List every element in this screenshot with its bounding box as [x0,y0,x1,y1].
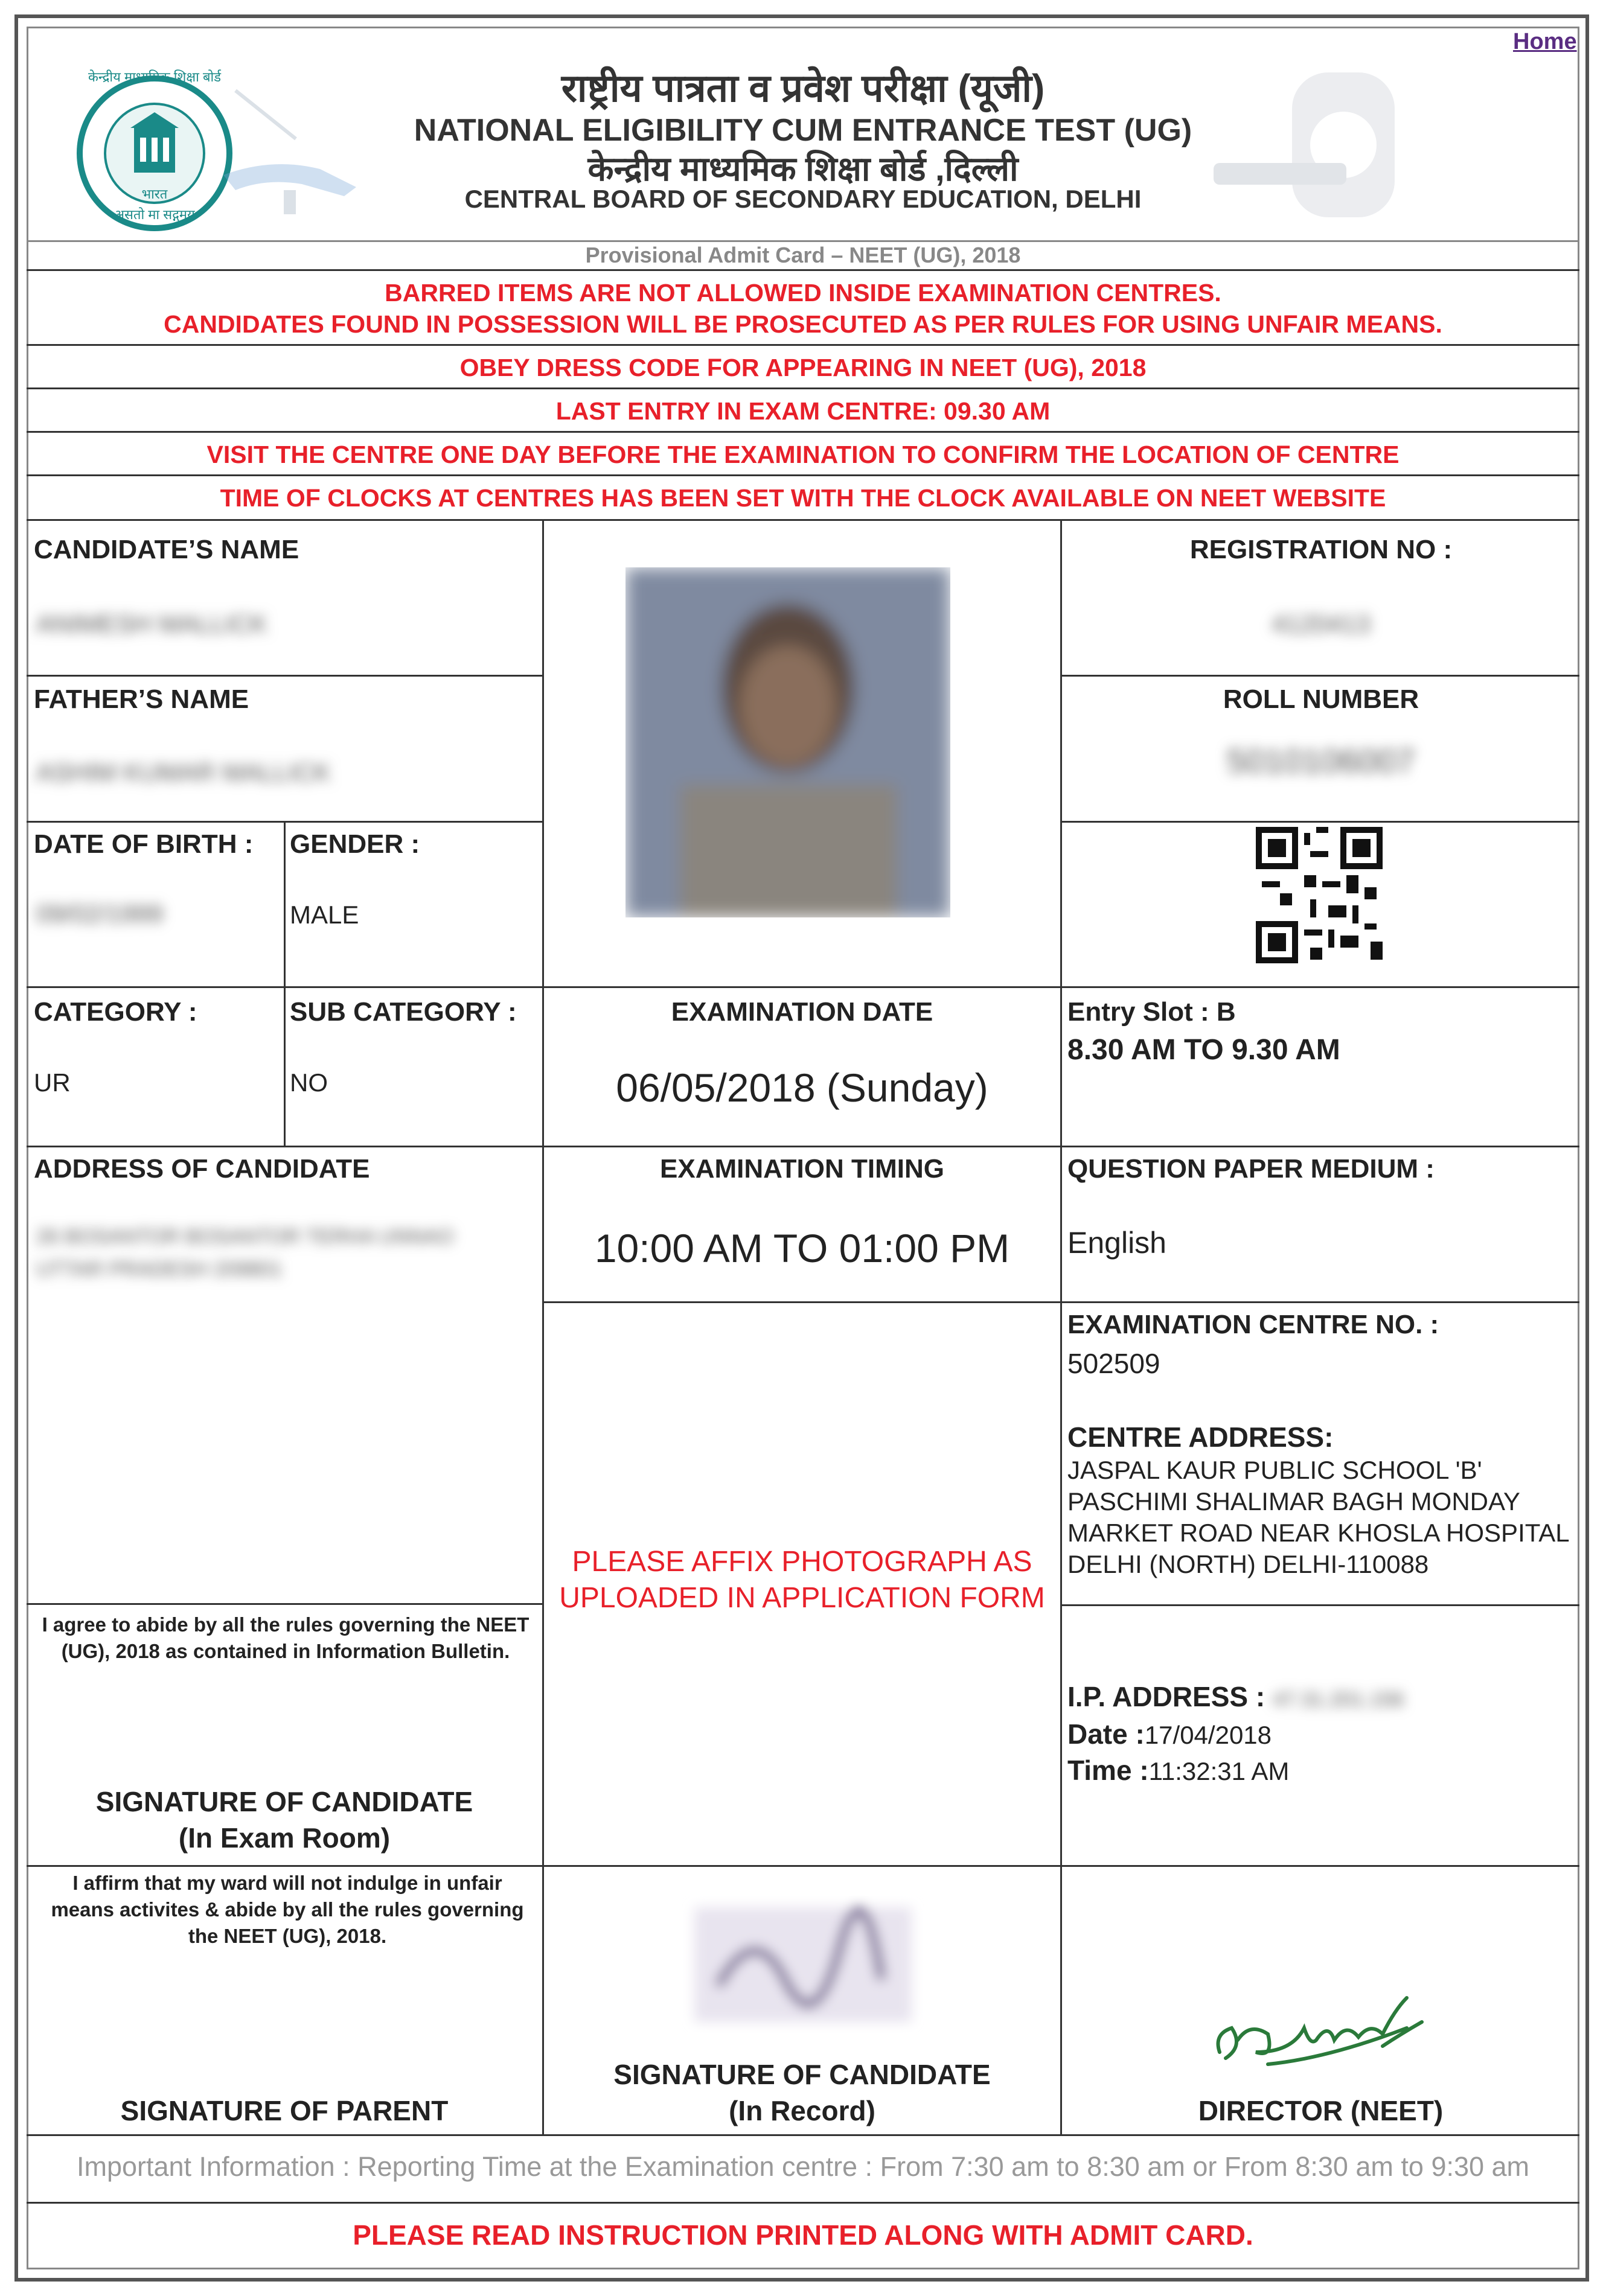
entry-time: 8.30 AM TO 9.30 AM [1067,1034,1340,1066]
divider [27,269,1579,271]
divider [27,2202,1579,2204]
exam-date-value: 06/05/2018 (Sunday) [616,1065,988,1110]
affix-photo-line-1: PLEASE AFFIX PHOTOGRAPH AS [572,1546,1032,1578]
category-value: UR [34,1068,71,1097]
notice-barred-items: BARRED ITEMS ARE NOT ALLOWED INSIDE EXAMINATION CENTRES. [385,279,1221,307]
candidate-photo [625,567,950,917]
divider [27,821,544,823]
candidate-exam-signature-sub: (In Exam Room) [178,1822,391,1854]
centre-address-line: PASCHIMI SHALIMAR BAGH MONDAY [1067,1487,1520,1516]
centre-no-label: EXAMINATION CENTRE NO. : [1067,1310,1439,1339]
address-line-1: 26 BOSANTOR BOSANTOR TERHA UNNAO [36,1225,454,1248]
centre-address-line: DELHI (NORTH) DELHI-110088 [1067,1550,1429,1578]
address-line-2: UTTAR PRADESH 209801 [36,1258,283,1281]
gender-value: MALE [290,901,359,929]
candidate-signature-image [682,1895,924,2034]
roll-number-value: 5010106007 [1227,742,1415,780]
divider [27,519,1579,521]
centre-address-line: MARKET ROAD NEAR KHOSLA HOSPITAL [1067,1519,1570,1547]
category-label: CATEGORY : [34,997,197,1027]
father-name-label: FATHER’S NAME [34,684,249,714]
divider [1060,1604,1579,1606]
header-board-hindi: केन्द्रीय माध्यमिक शिक्षा बोर्ड ,दिल्ली [587,150,1019,188]
exam-timing-value: 10:00 AM TO 01:00 PM [594,1226,1010,1271]
header-title-hindi: राष्ट्रीय पात्रता व प्रवेश परीक्षा (यूजी) [561,66,1045,110]
address-label: ADDRESS OF CANDIDATE [34,1154,370,1184]
director-signature-image [1208,1986,1437,2076]
divider [27,387,1579,389]
candidate-exam-signature-label: SIGNATURE OF CANDIDATE [95,1786,473,1817]
subcategory-label: SUB CATEGORY : [290,997,517,1027]
ip-address [1067,1680,1404,1713]
subtitle: Provisional Admit Card – NEET (UG), 2018 [585,243,1021,267]
gender-label: GENDER : [290,829,420,859]
generated-date-value: 17/04/2018 [1144,1721,1272,1749]
ip-address-label: I.P. ADDRESS : [1067,1681,1265,1712]
dental-chair-graphic [199,66,380,223]
father-name-value: ASHIM KUMAR MALLICK [36,758,331,786]
divider [27,344,1579,346]
notice-dress-code: OBEY DRESS CODE FOR APPEARING IN NEET (UG), 2018 [459,354,1147,381]
dob-value: 09/02/1999 [36,899,164,928]
header-board-english: CENTRAL BOARD OF SECONDARY EDUCATION, DELHI [464,185,1142,213]
registration-label: REGISTRATION NO : [1189,535,1453,564]
notice-clock-time: TIME OF CLOCKS AT CENTRES HAS BEEN SET WITH THE CLOCK AVAILABLE ON NEET WEBSITE [220,484,1386,512]
notice-last-entry: LAST ENTRY IN EXAM CENTRE: 09.30 AM [555,397,1051,425]
paper-medium-value: English [1067,1226,1166,1260]
roll-number-label: ROLL NUMBER [1223,684,1419,714]
divider [27,1865,1579,1867]
exam-date-label: EXAMINATION DATE [671,997,933,1027]
entry-slot-value: B [1216,997,1236,1027]
affix-photo-line-2: UPLOADED IN APPLICATION FORM [559,1582,1045,1614]
ip-address-value: 47.31.201.156 [1272,1688,1404,1711]
centre-address-label: CENTRE ADDRESS: [1067,1421,1334,1453]
candidate-name-value: ANIMESH MALLICK [36,610,267,638]
divider [27,240,1579,242]
header-title-english: NATIONAL ELIGIBILITY CUM ENTRANCE TEST (UG) [414,113,1192,148]
divider [1060,675,1579,677]
dob-label: DATE OF BIRTH : [34,829,254,859]
candidate-record-signature-sub: (In Record) [729,2095,875,2126]
generated-date-label: Date : [1067,1718,1145,1750]
home-link[interactable]: Home [1513,29,1577,54]
divider [27,431,1579,433]
generated-date [1067,1718,1272,1750]
divider [27,675,544,677]
divider [27,1146,1579,1147]
divider [27,2134,1579,2136]
centre-no-value: 502509 [1067,1348,1160,1379]
read-instruction-notice: PLEASE READ INSTRUCTION PRINTED ALONG WITH ADMIT CARD. [353,2219,1253,2251]
director-signature-label: DIRECTOR (NEET) [1198,2095,1444,2126]
candidate-name-label: CANDIDATE’S NAME [34,535,299,564]
candidate-record-signature-label: SIGNATURE OF CANDIDATE [613,2059,991,2090]
generated-time-value: 11:32:31 AM [1148,1757,1290,1785]
qr-code [1256,827,1383,963]
notice-prosecution: CANDIDATES FOUND IN POSSESSION WILL BE PROSECUTED AS PER RULES FOR USING UNFAIR MEANS. [164,310,1442,338]
divider [27,986,1579,988]
registration-value: 4120413 [1272,610,1371,638]
logo-text-top: केन्द्रीय माध्यमिक शिक्षा बोर्ड [88,69,221,85]
centre-address-line: JASPAL KAUR PUBLIC SCHOOL 'B' [1067,1456,1482,1484]
column-divider [542,519,544,2134]
parent-declaration: I affirm that my ward will not indulge in unfair means activites & abide by all the rules governing the NEET (UG), 2018. [51,1872,524,1947]
paper-medium-label: QUESTION PAPER MEDIUM : [1067,1154,1435,1184]
logo-text-mid: भारत [141,187,168,202]
important-information: Important Information : Reporting Time at the Examination centre : From 7:30 am to 8:30 am or From 8:30 am to 9:30 am [76,2151,1530,2182]
divider [542,1301,1579,1303]
exam-timing-label: EXAMINATION TIMING [660,1154,944,1184]
generated-time-label: Time : [1067,1755,1149,1786]
divider [1060,821,1579,823]
column-divider [1060,519,1062,2134]
divider [27,1603,544,1605]
entry-slot [1067,997,1236,1027]
notice-visit-centre: VISIT THE CENTRE ONE DAY BEFORE THE EXAMINATION TO CONFIRM THE LOCATION OF CENTRE [206,441,1400,468]
divider [27,474,1579,476]
candidate-declaration: I agree to abide by all the rules governing the NEET (UG), 2018 as contained in Information Bulletin. [42,1613,529,1662]
logo-text-bottom: असतो मा सद्गमय [114,207,195,222]
entry-slot-label: Entry Slot : [1067,997,1209,1027]
generated-time [1067,1754,1289,1787]
subcategory-value: NO [290,1068,328,1097]
parent-signature-label: SIGNATURE OF PARENT [120,2095,449,2126]
column-divider [284,821,286,1147]
